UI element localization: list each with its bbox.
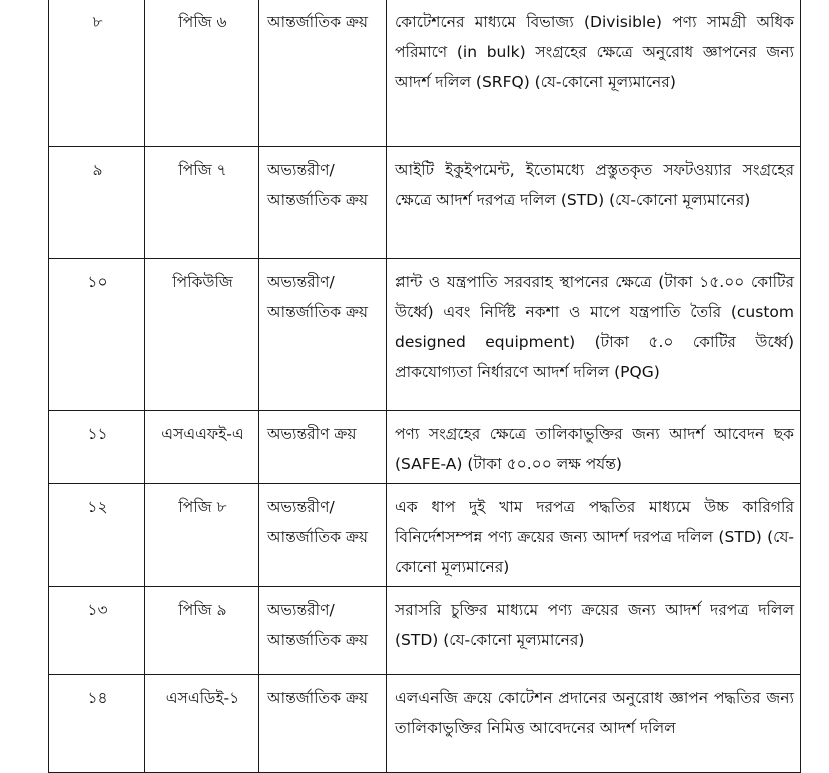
- serial-cell: ১৪: [49, 675, 145, 773]
- table-row: [49, 587, 801, 675]
- description-cell: সরাসরি চুক্তির মাধ্যমে পণ্য ক্রয়ের জন্য আদর্শ দরপত্র দলিল (STD) (যে-কোনো মূল্যমানের): [387, 587, 801, 675]
- table-row: [49, 411, 801, 484]
- serial-cell: ১০: [49, 259, 145, 411]
- description-cell: এক ধাপ দুই খাম দরপত্র পদ্ধতির মাধ্যমে উচ্চ কারিগরি বিনির্দেশসম্পন্ন পণ্য ক্রয়ের জন্য আদর্শ দরপত্র দলিল (STD) (যে-কোনো মূল্যমানের): [387, 484, 801, 587]
- procurement-type-cell: অভ্যন্তরীণ/ আন্তর্জাতিক ক্রয়: [259, 147, 387, 259]
- procurement-type-cell: আন্তর্জাতিক ক্রয়: [259, 675, 387, 773]
- description-cell: পণ্য সংগ্রহের ক্ষেত্রে তালিকাভুক্তির জন্য আদর্শ আবেদন ছক (SAFE-A) (টাকা ৫০.০০ লক্ষ পর্যন্ত): [387, 411, 801, 484]
- document-code-cell: পিজি ৬: [145, 0, 259, 147]
- description-cell: প্লান্ট ও যন্ত্রপাতি সরবরাহ স্থাপনের ক্ষেত্রে (টাকা ১৫.০০ কোটির উর্ধ্বে) এবং নির্দিষ্ট নকশা ও মাপে যন্ত্রপাতি তৈরি (custom designed equipment) (টাকা ৫.০ কোটির উর্ধ্বে) প্রাকযোগ্যতা নির্ধারণে আদর্শ দলিল (PQG): [387, 259, 801, 411]
- document-code-cell: পিজি ৭: [145, 147, 259, 259]
- table-row: [49, 0, 801, 147]
- serial-cell: ৯: [49, 147, 145, 259]
- procurement-type-cell: আন্তর্জাতিক ক্রয়: [259, 0, 387, 147]
- procurement-type-cell: অভ্যন্তরীণ/ আন্তর্জাতিক ক্রয়: [259, 587, 387, 675]
- description-cell: এলএনজি ক্রয়ে কোটেশন প্রদানের অনুরোধ জ্ঞাপন পদ্ধতির জন্য তালিকাভুক্তির নিমিত্ত আবেদনের আদর্শ দলিল: [387, 675, 801, 773]
- documents-table: [48, 0, 801, 773]
- description-cell: আইটি ইকুইপমেন্ট, ইতোমধ্যে প্রস্তুতকৃত সফটওয়্যার সংগ্রহের ক্ষেত্রে আদর্শ দরপত্র দলিল (STD) (যে-কোনো মূল্যমানের): [387, 147, 801, 259]
- table-row: [49, 675, 801, 773]
- document-code-cell: পিজি ৯: [145, 587, 259, 675]
- serial-cell: ১৩: [49, 587, 145, 675]
- serial-cell: ১১: [49, 411, 145, 484]
- serial-cell: ৮: [49, 0, 145, 147]
- table-row: [49, 259, 801, 411]
- procurement-type-cell: অভ্যন্তরীণ/ আন্তর্জাতিক ক্রয়: [259, 484, 387, 587]
- document-code-cell: এসএডিই-১: [145, 675, 259, 773]
- table-row: [49, 484, 801, 587]
- procurement-type-cell: অভ্যন্তরীণ/ আন্তর্জাতিক ক্রয়: [259, 259, 387, 411]
- document-code-cell: পিজি ৮: [145, 484, 259, 587]
- serial-cell: ১২: [49, 484, 145, 587]
- document-code-cell: পিকিউজি: [145, 259, 259, 411]
- table-row: [49, 147, 801, 259]
- description-cell: কোটেশনের মাধ্যমে বিভাজ্য (Divisible) পণ্য সামগ্রী অধিক পরিমাণে (in bulk) সংগ্রহের ক্ষেত্রে অনুরোধ জ্ঞাপনের জন্য আদর্শ দলিল (SRFQ) (যে-কোনো মূল্যমানের): [387, 0, 801, 147]
- procurement-type-cell: অভ্যন্তরীণ ক্রয়: [259, 411, 387, 484]
- document-code-cell: এসএএফই-এ: [145, 411, 259, 484]
